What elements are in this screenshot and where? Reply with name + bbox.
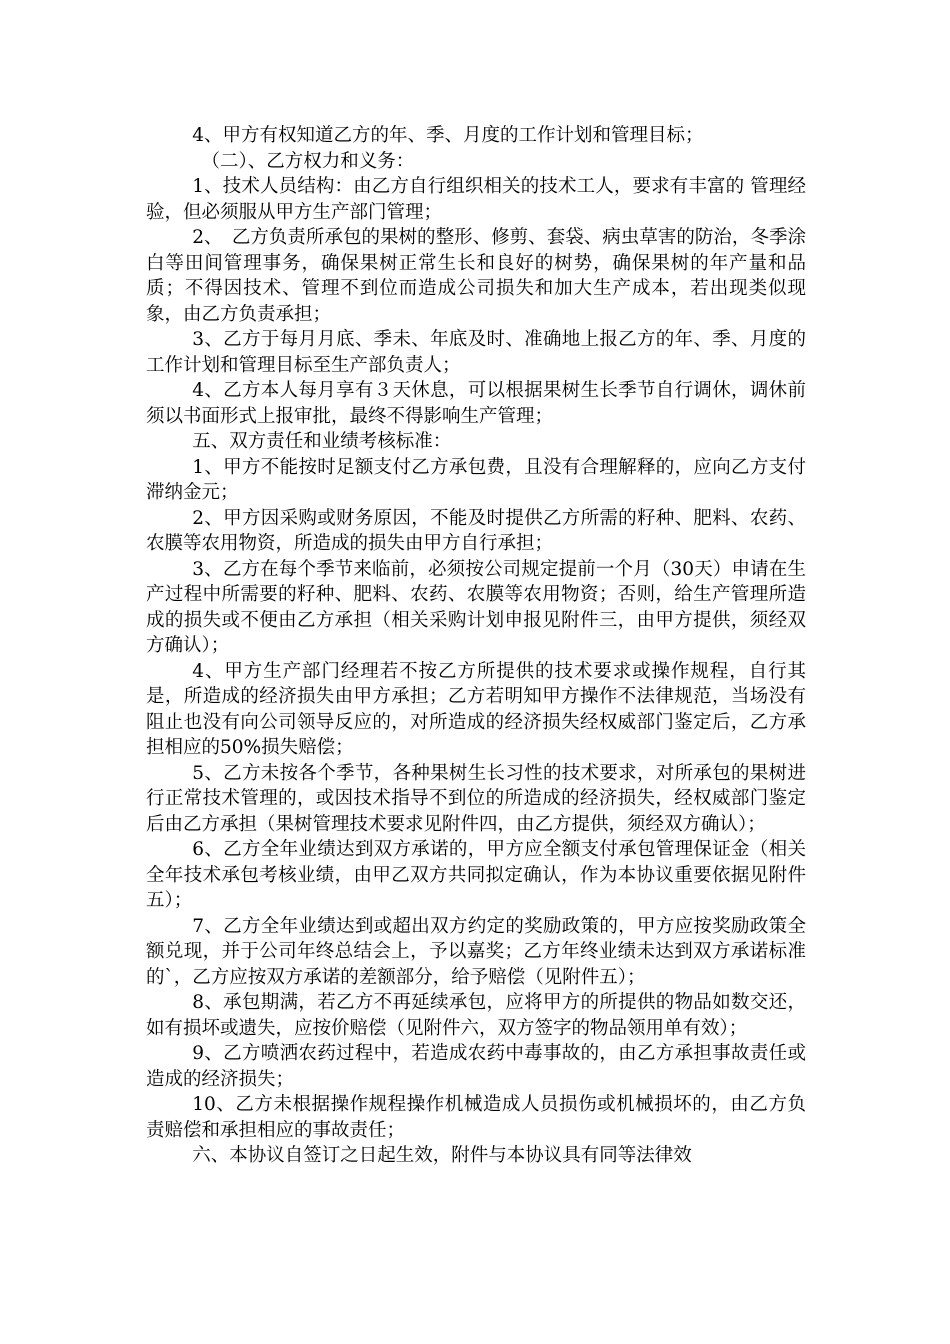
document-body <box>146 123 806 1169</box>
paragraph-work-plan-report: 3、乙方于每月月底、季未、年底及时、准确地上报乙方的年、季、月度的工作计划和管理目标至生产部负责人； <box>146 329 806 376</box>
paragraph-manager-liability: 4、甲方生产部门经理若不按乙方所提供的技术要求或操作规程，自行其是，所造成的经济损失由甲方承担；乙方若明知甲方操作不法律规范，当场没有阻止也没有向公司领导反应的，对所造成的经济损失经权威部门鉴定后，乙方承担相应的50%损失赔偿； <box>146 660 806 758</box>
paragraph-item-4-right-to-know: 4、甲方有权知道乙方的年、季、月度的工作计划和管理目标； <box>192 125 704 146</box>
section-heading-responsibilities: 五、双方责任和业绩考核标准： <box>192 431 452 452</box>
paragraph-orchard-management: 2、 乙方负责所承包的果树的整形、修剪、套袋、病虫草害的防治，冬季涂白等田间管理事务，确保果树正常生长和良好的树势，确保果树的年产量和品质；不得因技术、管理不到位而造成公司损失和加大生产成本，若出现类似现象，由乙方负责承担； <box>146 227 806 325</box>
paragraph-effective-date: 六、本协议自签订之日起生效，附件与本协议具有同等法律效 <box>192 1145 692 1166</box>
paragraph-rest-days: 4、乙方本人每月享有３天休息，可以根据果树生长季节自行调休，调休前须以书面形式上报审批，最终不得影响生产管理； <box>146 380 806 427</box>
paragraph-procurement-loss: 2、甲方因采购或财务原因，不能及时提供乙方所需的籽种、肥料、农药、农膜等农用物资，所造成的损失由甲方自行承担； <box>146 507 806 554</box>
paragraph-technical-management-loss: 5、乙方未按各个季节，各种果树生长习性的技术要求，对所承包的果树进行正常技术管理的，或因技术指导不到位的所造成的经济损失，经权威部门鉴定后由乙方承担（果树管理技术要求见附件四，由乙方提供，须经双方确认）； <box>146 762 806 835</box>
paragraph-reward-policy: 7、乙方全年业绩达到或超出双方约定的奖励政策的，甲方应按奖励政策全额兑现，并于公司年终总结会上，予以嘉奖；乙方年终业绩未达到双方承诺标准的`，乙方应按双方承诺的差额部分，给予赔偿（见附件五）； <box>146 915 806 988</box>
paragraph-technical-staff: 1、技术人员结构：由乙方自行组织相关的技术工人，要求有丰富的 管理经验，但必须服从甲方生产部门管理； <box>146 176 806 223</box>
paragraph-contract-expiry: 8、承包期满，若乙方不再延续承包，应将甲方的所提供的物品如数交还，如有损坏或遗失，应按价赔偿（见附件六，双方签字的物品领用单有效）； <box>146 992 806 1039</box>
paragraph-machinery-accident: 10、乙方未根据操作规程操作机械造成人员损伤或机械损坏的，由乙方负责赔偿和承担相应的事故责任； <box>146 1094 806 1141</box>
section-heading-party-b-rights: （二）、乙方权力和义务： <box>201 150 415 172</box>
paragraph-late-payment: 1、甲方不能按时足额支付乙方承包费，且没有合理解释的，应向乙方支付滞纳金元； <box>146 456 806 503</box>
paragraph-performance-deposit: 6、乙方全年业绩达到双方承诺的，甲方应全额支付承包管理保证金（相关全年技术承包考核业绩，由甲乙双方共同拟定确认，作为本协议重要依据见附件五）； <box>146 839 806 911</box>
paragraph-season-request: 3、乙方在每个季节来临前，必须按公司规定提前一个月（30天）申请在生产过程中所需要的籽种、肥料、农药、农膜等农用物资；否则，给生产管理所造成的损失或不便由乙方承担（相关采购计划申报见附件三，由甲方提供，须经双方确认）； <box>146 558 806 656</box>
paragraph-pesticide-accident: 9、乙方喷洒农药过程中，若造成农药中毒事故的，由乙方承担事故责任或造成的经济损失； <box>146 1043 806 1090</box>
